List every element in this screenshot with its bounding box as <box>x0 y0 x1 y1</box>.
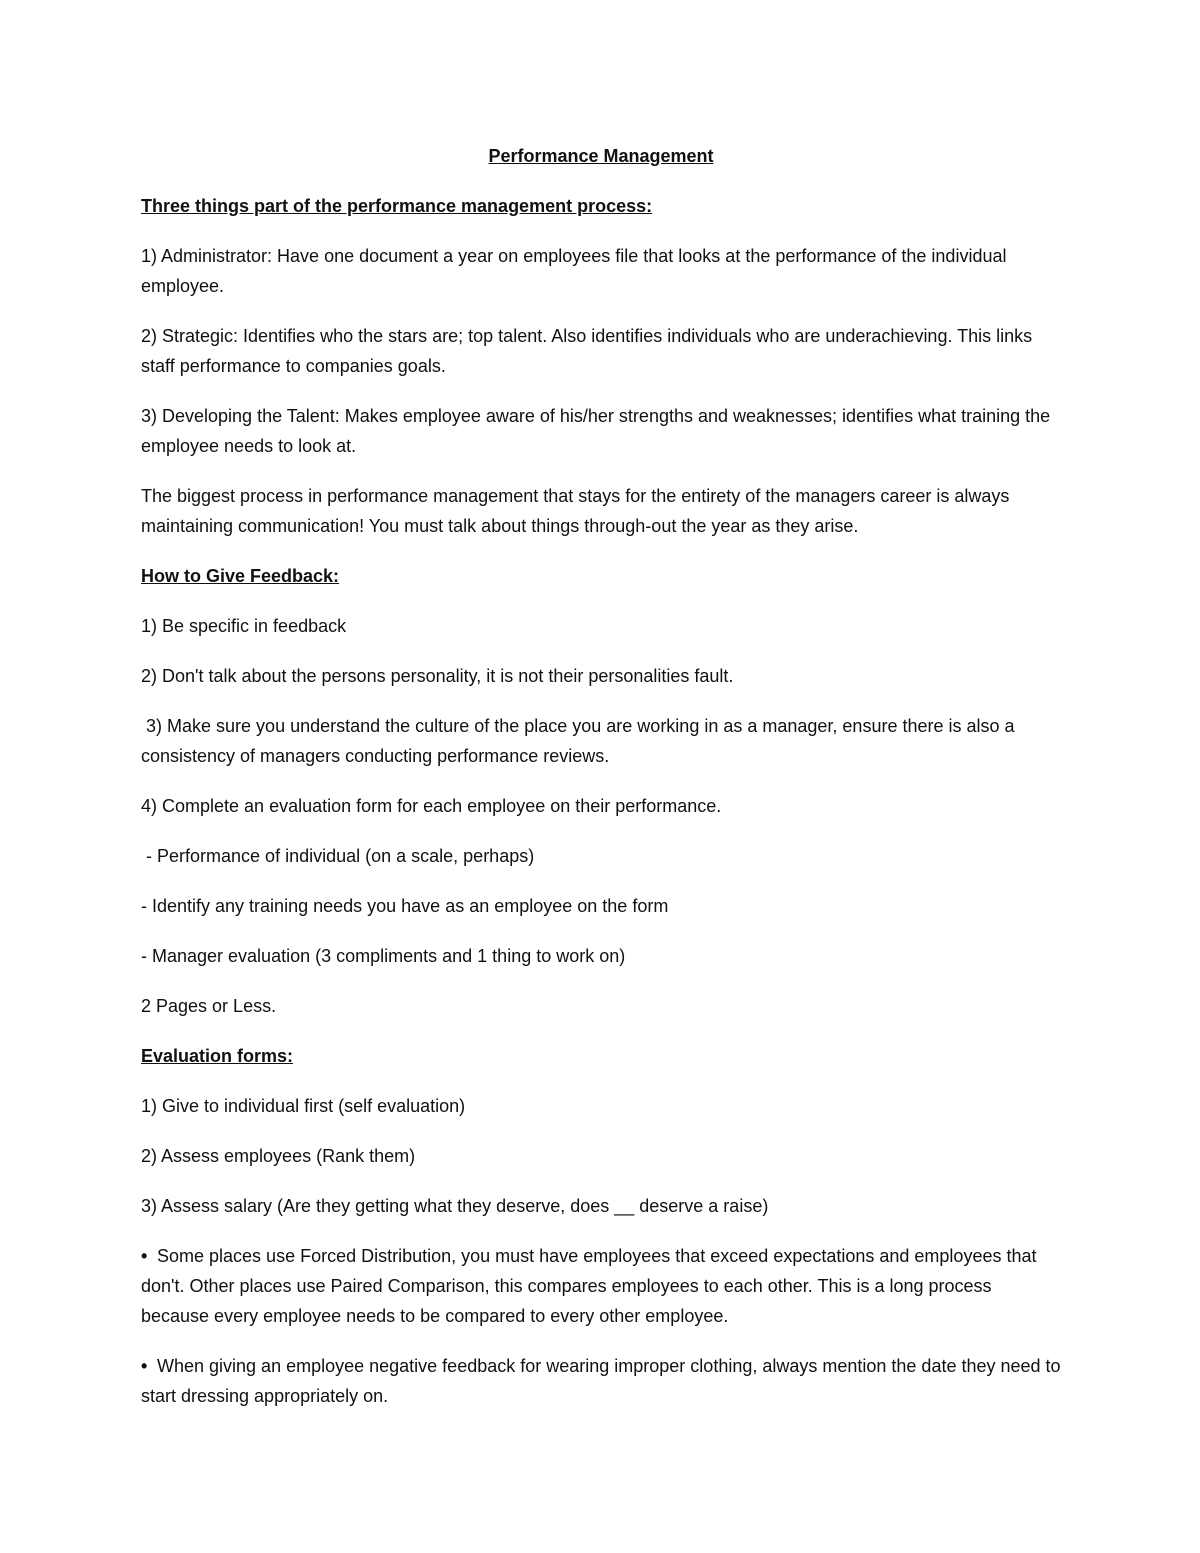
list-item: 2) Don't talk about the persons personality, it is not their personalities fault. <box>141 666 734 686</box>
document-body <box>141 141 1061 1431</box>
list-item: 4) Complete an evaluation form for each employee on their performance. <box>141 796 722 816</box>
list-item: - Manager evaluation (3 compliments and 1 thing to work on) <box>141 946 626 966</box>
section-heading-evaluation-forms: Evaluation forms: <box>141 1046 294 1066</box>
list-item: 1) Give to individual first (self evaluation) <box>141 1096 466 1116</box>
section-heading-process: Three things part of the performance management process: <box>141 196 653 216</box>
list-item: 2 Pages or Less. <box>141 996 277 1016</box>
page-title: Performance Management <box>488 146 714 166</box>
bullet-text: Some places use Forced Distribution, you must have employees that exceed expectations and employees that don't. Other places use Paired Comparison, this compares employees to each other. This is a long process because every employee needs to be compared to every other employee. <box>141 1246 1037 1326</box>
bullet-item <box>141 1351 1061 1411</box>
bullet-icon: • <box>141 1356 148 1376</box>
list-item: - Identify any training needs you have as an employee on the form <box>141 896 669 916</box>
closing-paragraph: The biggest process in performance management that stays for the entirety of the managers career is always maintaining communication! You must talk about things through-out the year as they arise. <box>141 486 1010 536</box>
bullet-icon: • <box>141 1246 148 1266</box>
bullet-item <box>141 1241 1061 1331</box>
bullet-text: When giving an employee negative feedback for wearing improper clothing, always mention the date they need to start dressing appropriately on. <box>141 1356 1061 1406</box>
list-item: 2) Strategic: Identifies who the stars are; top talent. Also identifies individuals who are underachieving. This links staff performance to companies goals. <box>141 326 1033 376</box>
list-item: 3) Make sure you understand the culture of the place you are working in as a manager, ensure there is also a consistency of managers conducting performance reviews. <box>141 716 1020 766</box>
list-item: 1) Be specific in feedback <box>141 616 347 636</box>
list-item: 1) Administrator: Have one document a year on employees file that looks at the performance of the individual employee. <box>141 246 1007 296</box>
list-item: 2) Assess employees (Rank them) <box>141 1146 416 1166</box>
list-item: 3) Developing the Talent: Makes employee aware of his/her strengths and weaknesses; identifies what training the employee needs to look at. <box>141 406 1051 456</box>
list-item: - Performance of individual (on a scale, perhaps) <box>141 846 535 866</box>
section-heading-feedback: How to Give Feedback: <box>141 566 340 586</box>
list-item: 3) Assess salary (Are they getting what they deserve, does __ deserve a raise) <box>141 1196 769 1216</box>
